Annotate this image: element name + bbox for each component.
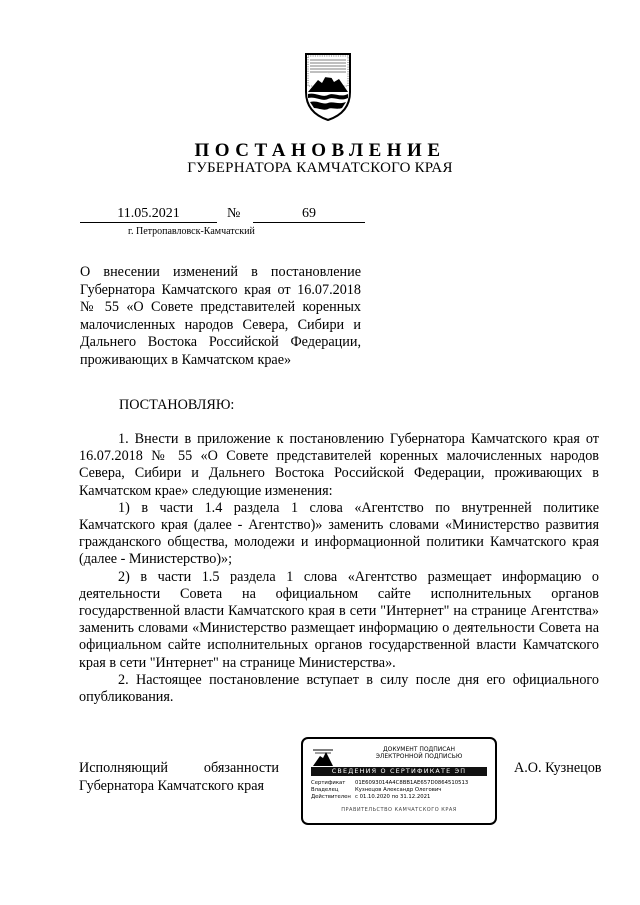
paragraph-1-item-2: 2) в части 1.5 раздела 1 слова «Агентство размещает информацию о деятельности Совета на официальном сайте исполнительных органов государственной власти Камчатского края в сети "Интернет" на странице Агентства» заменить словами «Министерство размещает информацию о деятельности Совета на официальном сайте исполнительных органов государственной власти Камчатского края в сети "Интернет" на странице Министерства». (79, 568, 599, 671)
electronic-signature-stamp (301, 737, 497, 825)
stamp-row-key: Владелец (311, 787, 339, 793)
document-date: 11.05.2021 (80, 206, 217, 223)
stamp-row-value: 01E6093014A4C8BB1AE657D0864510513 (355, 780, 469, 786)
signatory-role-word-2: обязанности (203, 760, 279, 776)
stamp-header (357, 746, 481, 760)
issuer-subtitle: ГУБЕРНАТОРА КАМЧАТСКОГО КРАЯ (187, 160, 453, 176)
stamp-line-1: ДОКУМЕНТ ПОДПИСАН (382, 746, 456, 753)
paragraph-2: 2. Настоящее постановление вступает в силу после дня его официального опубликования. (79, 671, 599, 706)
number-sign: № (227, 206, 241, 221)
stamp-row-certificate (311, 780, 491, 787)
stamp-row-owner (311, 787, 491, 794)
decree-word: ПОСТАНОВЛЯЮ: (119, 397, 235, 413)
document-number: 69 (253, 206, 365, 223)
document-title: ПОСТАНОВЛЕНИЕ (194, 140, 446, 161)
stamp-footer: ПРАВИТЕЛЬСТВО КАМЧАТСКОГО КРАЯ (341, 807, 457, 813)
document-body (79, 431, 599, 706)
stamp-details (311, 780, 491, 801)
stamp-row-key: Сертификат (311, 780, 346, 786)
signatory-role-word-1: Исполняющий (79, 760, 168, 776)
kamchatka-coat-of-arms-icon (296, 52, 360, 122)
stamp-row-key: Действителен (311, 794, 351, 800)
city-label: г. Петропавловск-Камчатский (128, 226, 255, 237)
signatory-role-line-2: Губернатора Камчатского края (79, 777, 265, 794)
paragraph-1: 1. Внести в приложение к постановлению Губернатора Камчатского края от 16.07.2018 № 55 «О Совете представителей коренных малочисленных народов Севера, Сибири и Дальнего Востока Российской Федерации, проживающих в Камчатском крае» следующие изменения: (79, 431, 599, 499)
date-number-row (80, 206, 370, 228)
stamp-certificate-bar: СВЕДЕНИЯ О СЕРТИФИКАТЕ ЭП (311, 767, 487, 776)
signatory-role (79, 760, 279, 795)
stamp-row-validity (311, 794, 491, 801)
document-subject: О внесении изменений в постановление Губернатора Камчатского края от 16.07.2018 № 55 «О Совете представителей коренных малочисленных народов Севера, Сибири и Дальнего Востока Российской Федерации, проживающих в Камчатском крае» (80, 264, 361, 368)
paragraph-1-item-1: 1) в части 1.4 раздела 1 слова «Агентство по внутренней политике Камчатского края (далее - Агентство)» заменить словами «Министерство развития гражданского общества, молодежи и информационной политики Камчатского края (далее - Министерство)»; (79, 499, 599, 568)
stamp-row-value: с 01.10.2020 по 31.12.2021 (355, 794, 431, 800)
stamp-row-value: Кузнецов Александр Олегович (355, 787, 442, 793)
signatory-name: А.О. Кузнецов (514, 760, 602, 776)
stamp-emblem-icon (311, 746, 335, 768)
stamp-line-2: ЭЛЕКТРОННОЙ ПОДПИСЬЮ (375, 753, 463, 760)
